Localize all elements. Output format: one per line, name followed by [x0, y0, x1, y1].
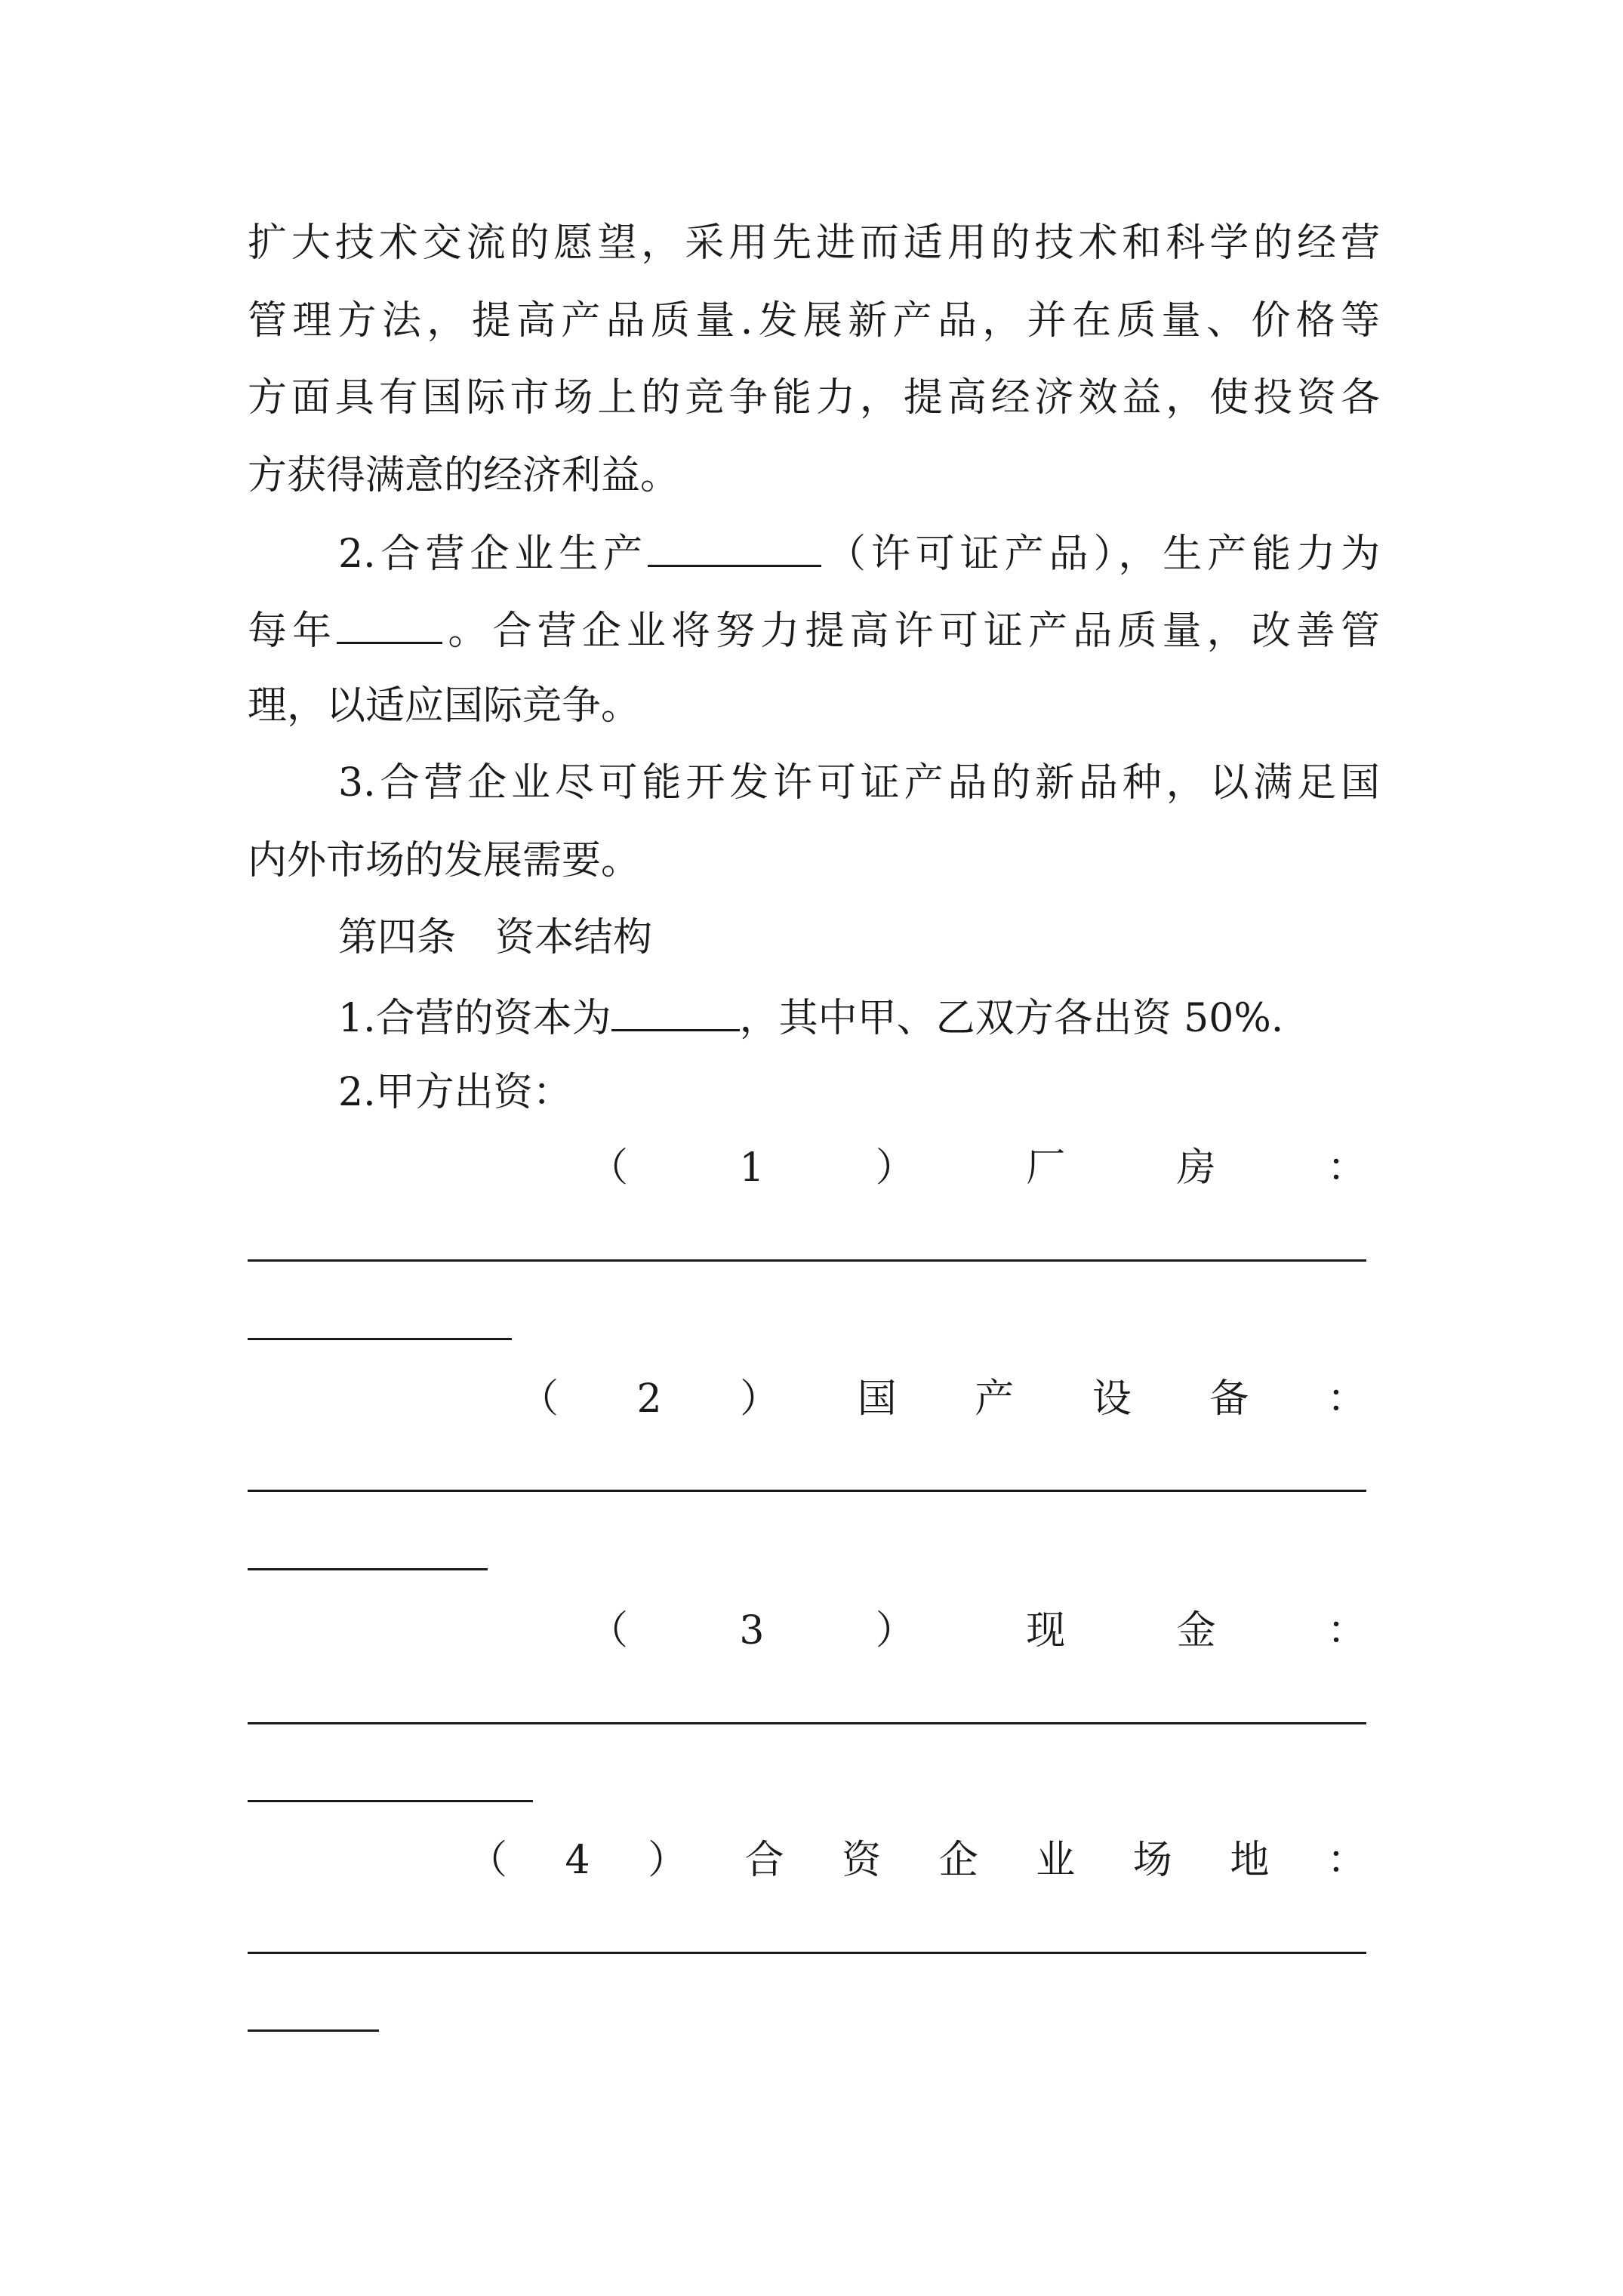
- capital-prefix: 1.合营的资本为: [338, 996, 611, 1041]
- product-blank[interactable]: [648, 529, 821, 567]
- char: 2: [636, 1376, 662, 1422]
- char: ）: [740, 1376, 780, 1422]
- item-2-line-3: 理，以适应国际竞争。: [248, 683, 641, 729]
- item-2-line2-suffix: 。合营企业将努力提高许可证产品质量，改善管: [442, 609, 1380, 654]
- char: ）: [875, 1608, 915, 1653]
- char: 4: [565, 1838, 590, 1883]
- char: 3: [739, 1608, 765, 1653]
- char: ：: [1326, 1608, 1366, 1653]
- capital-blank[interactable]: [611, 993, 740, 1031]
- char: （: [589, 1145, 629, 1191]
- contribution-2-label: [519, 1376, 1366, 1422]
- char: ）: [875, 1145, 915, 1191]
- contribution-1-fill-line-end[interactable]: [248, 1338, 512, 1340]
- contribution-1-fill-line[interactable]: [248, 1259, 1366, 1262]
- contribution-2-fill-line-end[interactable]: [248, 1568, 488, 1570]
- contribution-3-label: [589, 1608, 1366, 1653]
- char: 场: [1132, 1838, 1172, 1883]
- char: ）: [648, 1838, 688, 1883]
- char: 地: [1230, 1838, 1270, 1883]
- paragraph-line: 方获得满意的经济利益。: [248, 453, 680, 498]
- char: 现: [1026, 1608, 1066, 1653]
- article-4-item-2: 2.甲方出资：: [338, 1070, 572, 1115]
- contribution-4-label: [468, 1838, 1366, 1883]
- item-2-line-2: [248, 606, 1380, 654]
- item-3-line-1: 3.合营企业尽可能开发许可证产品的新品种，以满足国: [338, 760, 1380, 806]
- char: 资: [842, 1838, 882, 1883]
- char: 金: [1176, 1608, 1216, 1653]
- char: ：: [1326, 1838, 1366, 1883]
- char: 厂: [1026, 1145, 1066, 1191]
- paragraph-line: 管理方法，提高产品质量.发展新产品，并在质量、价格等: [248, 298, 1380, 344]
- paragraph-line: 方面具有国际市场上的竞争能力，提高经济效益，使投资各: [248, 375, 1380, 421]
- char: ：: [1326, 1376, 1366, 1422]
- char: 业: [1036, 1838, 1076, 1883]
- char: ：: [1326, 1145, 1366, 1191]
- char: （: [589, 1608, 629, 1653]
- item-3-line-2: 内外市场的发展需要。: [248, 838, 641, 883]
- char: 合: [744, 1838, 784, 1883]
- item-2-prefix: 2.合营企业生产: [338, 532, 648, 577]
- item-2-line2-prefix: 每年: [248, 609, 337, 654]
- capital-suffix: ，其中甲、乙双方各出资 50%.: [739, 996, 1284, 1041]
- char: （: [468, 1838, 508, 1883]
- contribution-4-fill-line[interactable]: [248, 1952, 1366, 1954]
- char: 产: [975, 1376, 1015, 1422]
- char: 企: [938, 1838, 978, 1883]
- contribution-4-fill-line-end[interactable]: [248, 2029, 379, 2032]
- article-4-item-1: [338, 993, 1380, 1041]
- item-2-line-1: [338, 529, 1380, 577]
- char: 设: [1092, 1376, 1132, 1422]
- paragraph-line: 扩大技术交流的愿望，采用先进而适用的技术和科学的经营: [248, 220, 1380, 266]
- char: （: [519, 1376, 559, 1422]
- char: 备: [1209, 1376, 1249, 1422]
- contribution-2-fill-line[interactable]: [248, 1490, 1366, 1492]
- contribution-3-fill-line[interactable]: [248, 1722, 1366, 1724]
- article-4-heading: 第四条 资本结构: [338, 915, 653, 960]
- contribution-1-label: [589, 1145, 1366, 1191]
- char: 1: [739, 1145, 765, 1191]
- contribution-3-fill-line-end[interactable]: [248, 1800, 533, 1802]
- capacity-blank[interactable]: [337, 606, 442, 644]
- char: 国: [857, 1376, 897, 1422]
- char: 房: [1176, 1145, 1216, 1191]
- item-2-suffix: （许可证产品），生产能力为: [821, 532, 1380, 577]
